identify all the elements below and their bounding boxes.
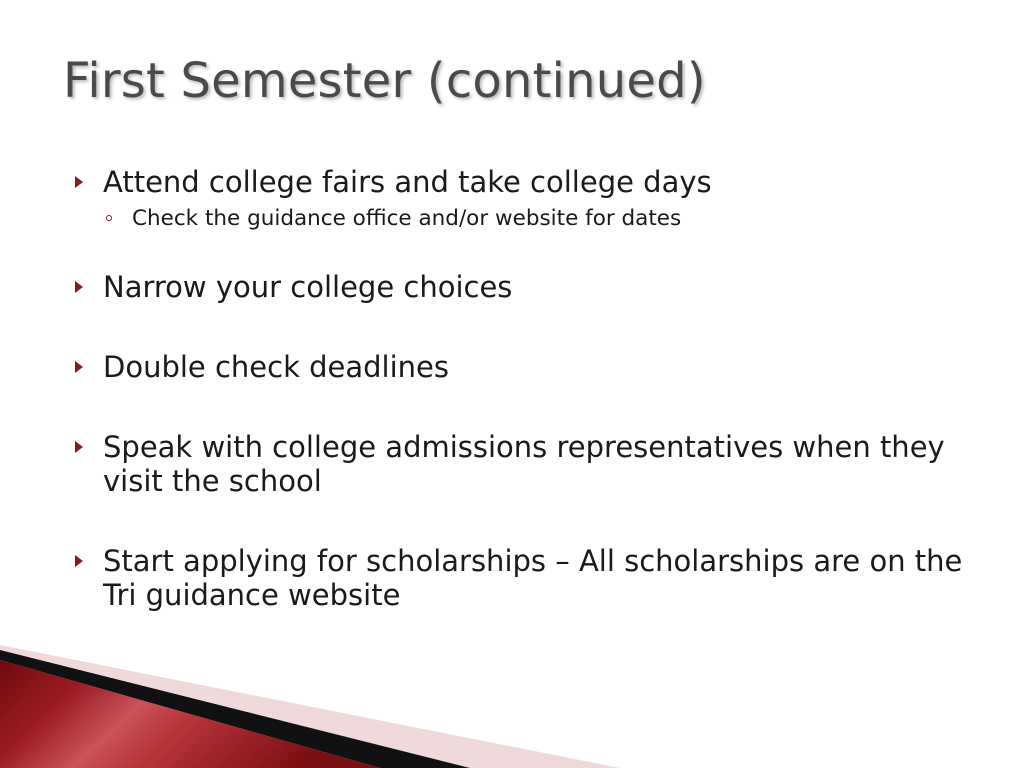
pink-band-shape: [0, 645, 620, 768]
bullet-text: Double check deadlines: [103, 350, 449, 384]
bullet-text: Speak with college admissions representatives when they visit the school: [103, 430, 945, 498]
triangle-bullet-icon: [75, 176, 83, 188]
bullet-text: Narrow your college choices: [103, 270, 513, 304]
bullet-item: [103, 430, 983, 498]
sub-bullet-text: Check the guidance office and/or website for dates: [132, 206, 682, 231]
triangle-bullet-icon: [75, 281, 83, 293]
bullet-text: Start applying for scholarships – All scholarships are on the Tri guidance website: [103, 544, 963, 612]
circle-bullet-icon: [106, 215, 112, 221]
black-stripe-shape: [0, 650, 470, 768]
sub-bullet-item: [132, 205, 992, 233]
bullet-item: [103, 270, 983, 304]
red-wedge-shape: [0, 660, 380, 768]
triangle-bullet-icon: [75, 555, 83, 567]
triangle-bullet-icon: [75, 441, 83, 453]
triangle-bullet-icon: [75, 361, 83, 373]
bullet-item: [103, 544, 983, 612]
bullet-item: [103, 165, 983, 199]
bullet-text: Attend college fairs and take college days: [103, 165, 712, 199]
bullet-item: [103, 350, 983, 384]
slide-title: First Semester (continued): [63, 53, 706, 109]
